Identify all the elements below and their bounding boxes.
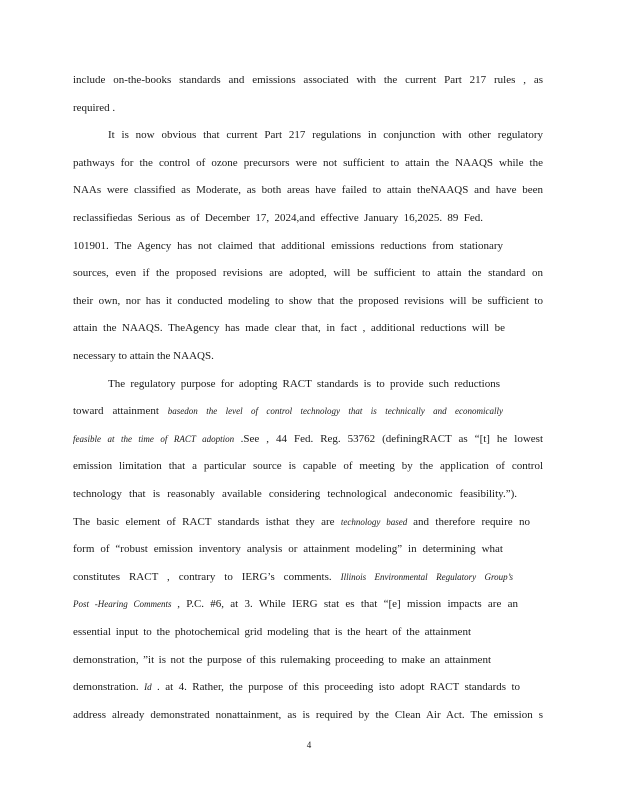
text-line [73, 404, 503, 418]
italic-span: basedon the level of control technology that is technically and economically [167, 406, 503, 417]
italic-span: Id [144, 682, 152, 693]
text-line: emission limitation that a particular source is capable of meeting by the application of control [73, 460, 543, 473]
text-line: include on-the-books standards and emissions associated with the current Part 217 rules , as [73, 74, 543, 86]
text-line: address already demonstrated nonattainment, as is required by the Clean Air Act. The emission s [73, 708, 543, 721]
italic-span: Post -Hearing Comments [73, 599, 178, 610]
text-line: It is now obvious that current Part 217 regulations in conjunction with other regulatory [108, 129, 543, 142]
text-line: form of “robust emission inventory analysis or attainment modeling” in determining what [73, 543, 503, 556]
text-line: essential input to the photochemical grid modeling that is the heart of the attainment [73, 626, 471, 638]
text-span: The basic element of RACT standards isthat they are [73, 515, 341, 528]
text-line: necessary to attain the NAAQS. [73, 350, 214, 362]
text-span: constitutes RACT , contrary to IERG’s comments. [73, 570, 341, 583]
text-span: and therefore require no [413, 515, 530, 528]
text-line: The regulatory purpose for adopting RACT standards is to provide such reductions [108, 377, 500, 390]
text-line: sources, even if the proposed revisions are adopted, will be sufficient to attain the standard on [73, 267, 543, 280]
page-number: 4 [306, 740, 312, 750]
text-line [73, 680, 520, 694]
italic-span: Illinois Environmental Regulatory Group’s [340, 571, 514, 582]
text-line: pathways for the control of ozone precursors were not sufficient to attain the NAAQS while the [73, 156, 543, 169]
text-span: toward attainment [73, 405, 168, 418]
text-line: reclassifiedas Serious as of December 17, 2024,and effective January 16,2025. 89 Fed. [73, 212, 483, 224]
text-span: demonstration. [73, 681, 145, 694]
text-line: attain the NAAQS. TheAgency has made clear that, in fact , additional reductions will be [73, 322, 505, 335]
text-line [73, 432, 543, 446]
text-line: technology that is reasonably available considering technological andeconomic feasibility.”). [73, 488, 517, 500]
text-span: .See , 44 Fed. Reg. 53762 (definingRACT as “[t] he lowest [240, 432, 543, 445]
italic-span: feasible at the time of RACT adoption [73, 433, 241, 444]
text-line [73, 570, 513, 584]
text-line [73, 515, 530, 529]
text-span: . at 4. Rather, the purpose of this proceeding isto adopt RACT standards to [151, 681, 521, 694]
text-line: demonstration, ”it is not the purpose of this rulemaking proceeding to make an attainment [73, 653, 491, 666]
text-line: 101901. The Agency has not claimed that additional emissions reductions from stationary [73, 239, 503, 252]
italic-span: technology based [340, 516, 414, 527]
text-line [73, 597, 518, 611]
text-line: required . [73, 101, 116, 114]
text-span: , P.C. #6, at 3. While IERG stat es that “[e] mission impacts are an [177, 598, 518, 611]
text-line: their own, nor has it conducted modeling to show that the proposed revisions will be sufficient to [73, 294, 543, 307]
text-line: NAAs were classified as Moderate, as both areas have failed to attain theNAAQS and have been [73, 184, 543, 197]
